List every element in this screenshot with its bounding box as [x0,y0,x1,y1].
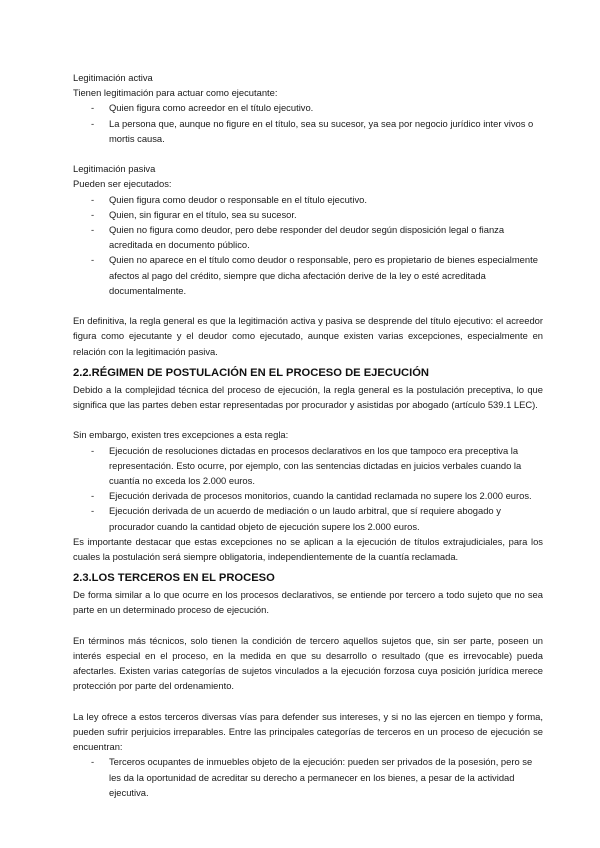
list-item [73,443,543,489]
dash-bullet: - [91,193,95,205]
list-item [73,207,543,222]
list-item-text: Quien no aparece en el título como deudor o responsable, pero es propietario de bienes especialmente afectos al pago del crédito, siempre que dicha afectación derive de la ley o esté acreditada documentalmente. [109,254,538,296]
activa-list [73,100,543,146]
dash-bullet: - [91,117,95,129]
section-heading-2-3: 2.3.LOS TERCEROS EN EL PROCESO [73,572,275,585]
conclusion-paragraph: En definitiva, la regla general es que la legitimación activa y pasiva se desprende del título ejecutivo: el acreedor figura como ejecutante y el deudor como ejecutado, aunque existen varias excepciones, especialmente en relación con la legitimación pasiva. [73,315,543,357]
list-item [73,754,543,800]
list-item [73,100,543,115]
section22-list [73,443,543,534]
list-item-text: Ejecución derivada de un acuerdo de mediación o un laudo arbitral, que sí requiere abogado y procurador cuando la cantidad objeto de ejecución supere los 2.000 euros. [109,505,501,532]
dash-bullet: - [91,444,95,456]
activa-intro: Tienen legitimación para actuar como ejecutante: [73,87,278,99]
list-item [73,503,543,533]
section22-paragraph-2: Sin embargo, existen tres excepciones a esta regla: [73,429,289,441]
section22-paragraph-3: Es importante destacar que estas excepciones no se aplican a la ejecución de títulos extrajudiciales, para los cuales la postulación será siempre obligatoria, independientemente de la cuantía reclamada. [73,535,543,563]
section22-paragraph-1: Debido a la complejidad técnica del proceso de ejecución, la regla general es la postulación preceptiva, lo que significa que las partes deben estar representadas por procurador y asistidas por abogado (artículo 539.1 LEC). [73,383,543,411]
dash-bullet: - [91,102,95,114]
list-item-text: La persona que, aunque no figure en el título, sea su sucesor, ya sea por negocio jurídico inter vivos o mortis causa. [109,117,534,144]
list-item-text: Quien no figura como deudor, pero debe responder del deudor según disposición legal o fianza acreditada en documento público. [109,224,505,251]
pasiva-title: Legitimación pasiva [73,163,156,175]
list-item [73,222,543,252]
section23-paragraph-2: En términos más técnicos, solo tienen la condición de tercero aquellos sujetos que, sin ser parte, poseen un interés especial en el proceso, en la medida en que su desarrollo o resultado (que es irrevocable) pueda afectarles. Existen varias categorías de sujetos vinculados a la ejecución forzosa cuya posición jurídica merece protección por parte del ordenamiento. [73,634,543,692]
dash-bullet: - [91,208,95,220]
list-item-text: Ejecución derivada de procesos monitorios, cuando la cantidad reclamada no supere los 2.000 euros. [109,490,532,502]
list-item [73,488,543,503]
list-item-text: Quien figura como deudor o responsable en el título ejecutivo. [109,193,367,205]
document-page [73,70,543,800]
list-item-text: Ejecución de resoluciones dictadas en procesos declarativos en los que tampoco era preceptiva la representación. Esto ocurre, por ejemplo, con las sentencias dictadas en juicios verbales cuando la cuantía no exceda los 2.000 euros. [109,444,522,487]
section23-paragraph-1: De forma similar a lo que ocurre en los procesos declarativos, se entiende por tercero a todo sujeto que no sea parte en un determinado proceso de ejecución. [73,589,543,616]
list-item [73,252,543,298]
section-heading-2-2: 2.2.RÉGIMEN DE POSTULACIÓN EN EL PROCESO DE EJECUCIÓN [73,366,429,379]
pasiva-list [73,192,543,298]
dash-bullet: - [91,505,95,517]
pasiva-intro: Pueden ser ejecutados: [73,178,172,190]
list-item-text: Quien, sin figurar en el título, sea su sucesor. [109,208,297,220]
dash-bullet: - [91,756,95,768]
section23-list [73,754,543,800]
dash-bullet: - [91,224,95,236]
activa-title: Legitimación activa [73,72,153,83]
dash-bullet: - [91,254,95,266]
list-item-text: Terceros ocupantes de inmuebles objeto de la ejecución: pueden ser privados de la posesión, pero se les da la oportunidad de acreditar su derecho a permanecer en los bienes, a pesar de la actividad ejecutiva. [109,756,533,798]
section23-paragraph-3: La ley ofrece a estos terceros diversas vías para defender sus intereses, y si no las ejercen en tiempo y forma, pueden sufrir perjuicios irreparables. Entre las principales categorías de terceros en un proceso de ejecución se encuentran: [73,710,543,753]
list-item [73,192,543,207]
list-item [73,116,543,146]
list-item-text: Quien figura como acreedor en el título ejecutivo. [109,102,314,114]
dash-bullet: - [91,490,95,502]
